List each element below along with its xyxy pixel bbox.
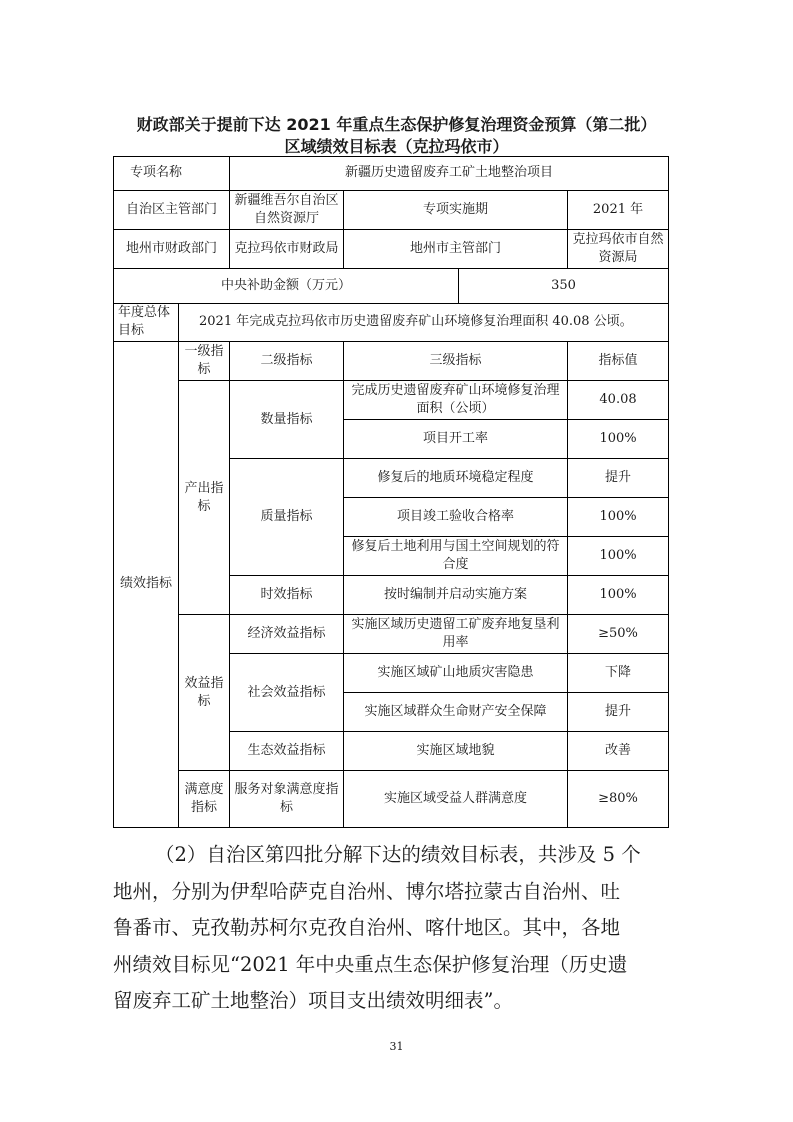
body-paragraph bbox=[113, 837, 673, 1020]
subsidy-label: 中央补助金额（万元） bbox=[114, 269, 459, 304]
page-number: 31 bbox=[389, 1040, 404, 1053]
indicator-value: 40.08 bbox=[568, 380, 669, 419]
paragraph-line: 地州，分别为伊犁哈萨克自治州、博尔塔拉蒙古自治州、吐 bbox=[113, 879, 621, 903]
indicator-value: 100% bbox=[568, 498, 669, 537]
prefecture-finance-label: 地州市财政部门 bbox=[114, 229, 230, 268]
performance-target-table bbox=[113, 156, 669, 828]
satisfaction-indicators-label: 满意度指标 bbox=[179, 771, 230, 828]
indicator-value: 提升 bbox=[568, 693, 669, 732]
indicator-value: ≥80% bbox=[568, 771, 669, 828]
period-value: 2021 年 bbox=[568, 190, 669, 229]
header-value: 指标值 bbox=[568, 341, 669, 380]
indicator-item: 修复后的地质环境稳定程度 bbox=[344, 459, 568, 498]
project-name-value: 新疆历史遗留废弃工矿土地整治项目 bbox=[230, 157, 669, 191]
annual-goal-value: 2021 年完成克拉玛依市历史遗留废弃矿山环境修复治理面积 40.08 公顷。 bbox=[179, 303, 669, 341]
indicator-item: 实施区域矿山地质灾害隐患 bbox=[344, 654, 568, 693]
paragraph-line: 鲁番市、克孜勒苏柯尔克孜自治州、喀什地区。其中，各地 bbox=[113, 916, 621, 939]
project-name-label: 专项名称 bbox=[114, 157, 230, 191]
department-value: 新疆维吾尔自治区自然资源厅 bbox=[230, 190, 344, 229]
indicator-item: 实施区域受益人群满意度 bbox=[344, 771, 568, 828]
economic-benefit-label: 经济效益指标 bbox=[230, 615, 344, 654]
indicator-value: 100% bbox=[568, 576, 669, 615]
annual-goal-label: 年度总体目标 bbox=[114, 303, 179, 341]
ecological-benefit-label: 生态效益指标 bbox=[230, 732, 344, 771]
quality-indicators-label: 质量指标 bbox=[230, 459, 344, 576]
header-level-1: 一级指标 bbox=[179, 341, 230, 380]
indicator-value: 100% bbox=[568, 537, 669, 576]
indicator-item: 按时编制并启动实施方案 bbox=[344, 576, 568, 615]
header-level-2: 二级指标 bbox=[230, 341, 344, 380]
subsidy-value: 350 bbox=[459, 269, 669, 304]
output-indicators-label: 产出指标 bbox=[179, 380, 230, 614]
indicator-value: ≥50% bbox=[568, 615, 669, 654]
document-title-line-2: 区域绩效目标表（克拉玛依市） bbox=[284, 137, 509, 156]
indicator-value: 下降 bbox=[568, 654, 669, 693]
document-title-line-1: 财政部关于提前下达 2021 年重点生态保护修复治理资金预算（第二批） bbox=[136, 115, 657, 134]
indicator-value: 提升 bbox=[568, 459, 669, 498]
indicator-item: 项目竣工验收合格率 bbox=[344, 498, 568, 537]
quantity-indicators-label: 数量指标 bbox=[230, 380, 344, 458]
department-label: 自治区主管部门 bbox=[114, 190, 230, 229]
performance-indicators-label: 绩效指标 bbox=[114, 341, 179, 827]
social-benefit-label: 社会效益指标 bbox=[230, 654, 344, 732]
indicator-item: 项目开工率 bbox=[344, 420, 568, 459]
header-level-3: 三级指标 bbox=[344, 341, 568, 380]
paragraph-line: 州绩效目标见“2021 年中央重点生态保护修复治理（历史遗 bbox=[113, 952, 628, 976]
paragraph-line: （2）自治区第四批分解下达的绩效目标表，共涉及 5 个 bbox=[155, 843, 641, 866]
prefecture-dept-label: 地州市主管部门 bbox=[344, 229, 568, 268]
indicator-item: 修复后土地利用与国土空间规划的符合度 bbox=[344, 537, 568, 576]
indicator-item: 实施区域历史遗留工矿废弃地复垦利用率 bbox=[344, 615, 568, 654]
timeliness-indicators-label: 时效指标 bbox=[230, 576, 344, 615]
indicator-item: 实施区域地貌 bbox=[344, 732, 568, 771]
service-satisfaction-label: 服务对象满意度指标 bbox=[230, 771, 344, 828]
period-label: 专项实施期 bbox=[344, 190, 568, 229]
prefecture-dept-value: 克拉玛依市自然资源局 bbox=[568, 229, 669, 268]
indicator-item: 完成历史遗留废弃矿山环境修复治理面积（公顷） bbox=[344, 380, 568, 419]
indicator-item: 实施区域群众生命财产安全保障 bbox=[344, 693, 568, 732]
paragraph-line: 留废弃工矿土地整治）项目支出绩效明细表”。 bbox=[113, 989, 513, 1012]
indicator-value: 100% bbox=[568, 420, 669, 459]
benefit-indicators-label: 效益指标 bbox=[179, 615, 230, 771]
indicator-value: 改善 bbox=[568, 732, 669, 771]
prefecture-finance-value: 克拉玛依市财政局 bbox=[230, 229, 344, 268]
